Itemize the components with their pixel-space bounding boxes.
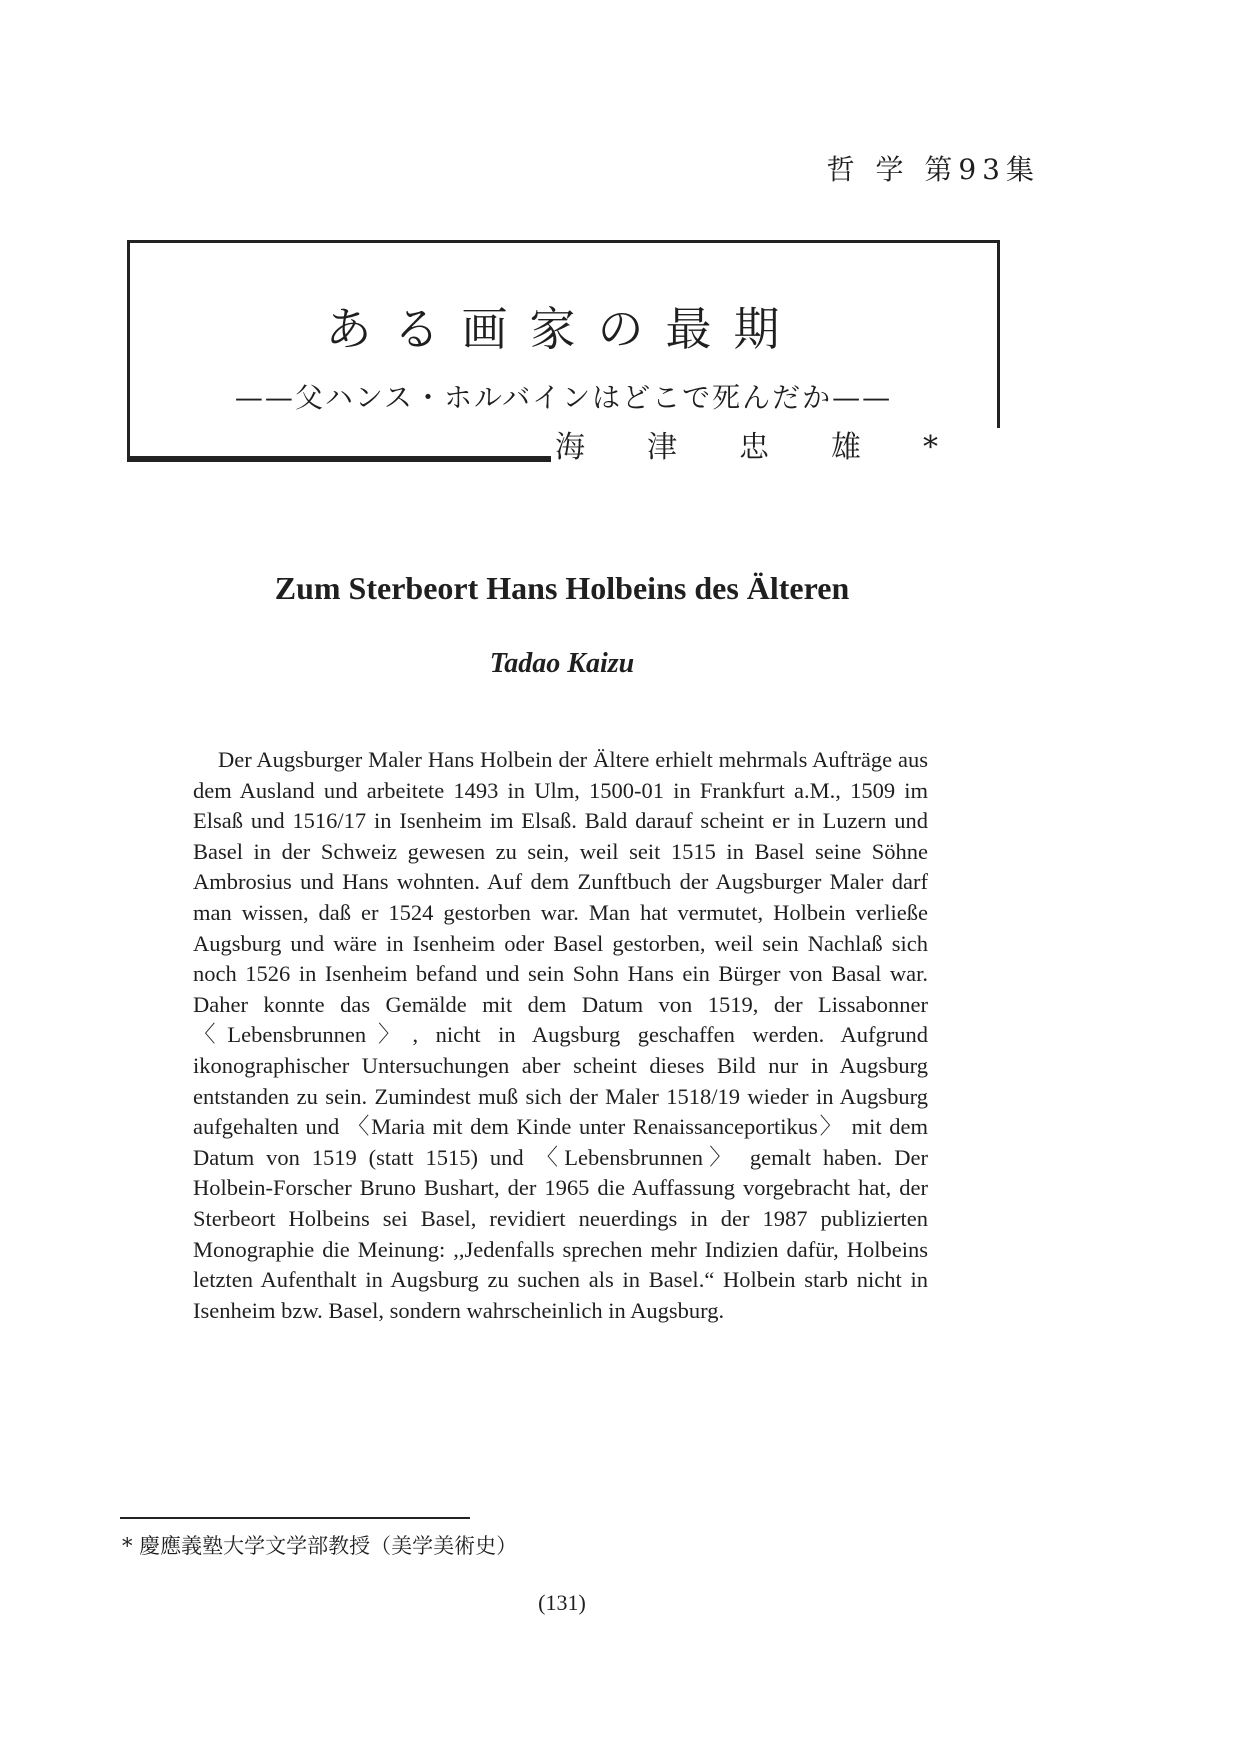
page-number: (131): [538, 1590, 586, 1615]
german-abstract: Der Augsburger Maler Hans Holbein der Ältere erhielt mehrmals Aufträge aus dem Ausland und arbeitete 1493 in Ulm, 1500-01 in Frankfurt a.M., 1509 im Elsaß und 1516/17 in Isenheim im Elsaß. Bald darauf scheint er in Luzern und Basel in der Schweiz gewesen zu sein, weil seit 1515 in Basel seine Söhne Ambrosius und Hans wohnten. Auf dem Zunftbuch der Augsburger Maler darf man wissen, daß er 1524 gestorben war. Man hat vermutet, Holbein verließe Augsburg und wäre in Isenheim oder Basel gestorben, weil sein Nachlaß sich noch 1526 in Isenheim befand und sein Sohn Hans ein Bürger von Basal war. Daher konnte das Gemälde mit dem Datum von 1519, der Lissabonner 〈Lebensbrunnen〉, nicht in Augsburg geschaffen werden. Aufgrund ikonographischer Untersuchungen aber scheint dieses Bild nur in Augsburg entstanden zu sein. Zumindest muß sich der Maler 1518/19 wieder in Augsburg aufgehalten und 〈Maria mit dem Kinde unter Renaissanceportikus〉 mit dem Datum von 1519 (statt 1515) und 〈Lebensbrunnen〉 gemalt haben. Der Holbein-Forscher Bruno Bushart, der 1965 die Auffassung vorgebracht hat, der Sterbeort Holbeins sei Basel, revidiert neuerdings in der 1987 publizierten Monographie die Meinung: ,,Jedenfalls sprechen mehr Indizien dafür, Holbeins letzten Aufenthalt in Augsburg zu suchen als in Basel.“ Holbein starb nicht in Isenheim bzw. Basel, sondern wahrscheinlich in Augsburg.: [193, 747, 928, 1323]
japanese-title: ある画家の最期: [325, 302, 802, 356]
author-line: [127, 422, 1000, 465]
title-box: [127, 240, 1000, 465]
german-author: Tadao Kaizu: [489, 648, 635, 679]
author-rule-left: [127, 456, 551, 459]
japanese-subtitle: ——父ハンス・ホルバインはどこで死んだか——: [234, 381, 893, 414]
footnote-divider: [120, 1517, 470, 1519]
german-title: Zum Sterbeort Hans Holbeins des Älteren: [274, 570, 850, 606]
journal-header: 哲 学 第93集: [826, 153, 1040, 186]
author-affiliation-footnote: * 慶應義塾大学文学部教授（美学美術史）: [122, 1534, 518, 1558]
japanese-author: 海津忠雄*: [551, 428, 1000, 468]
